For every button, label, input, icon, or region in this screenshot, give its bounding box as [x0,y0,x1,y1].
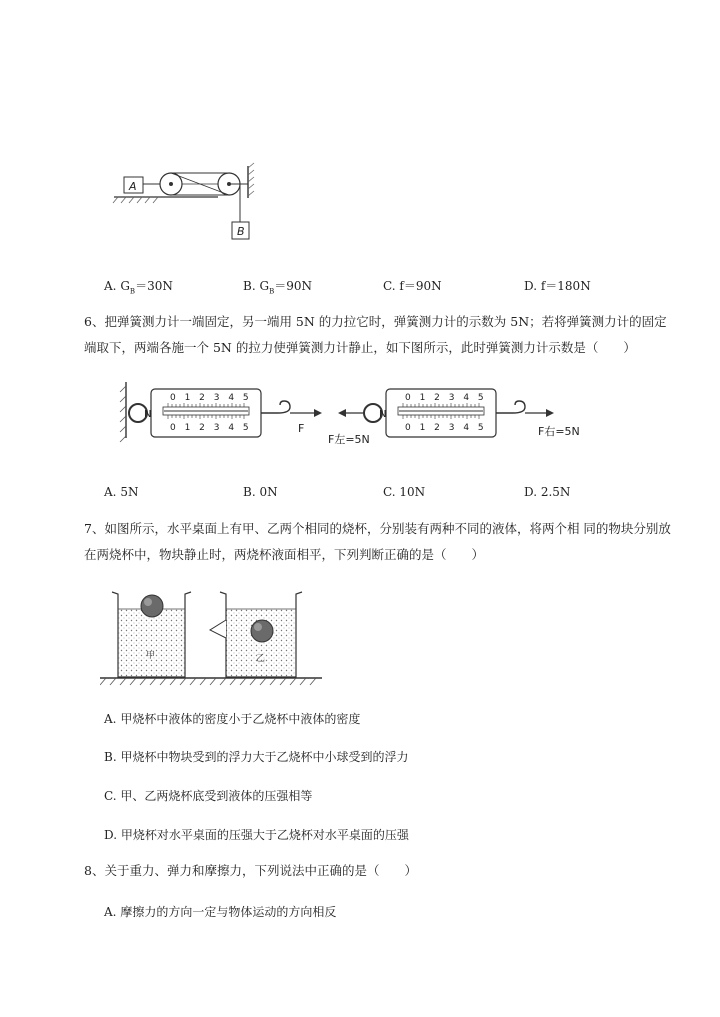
q7-stem: 7、如图所示，水平桌面上有甲、乙两个相同的烧杯，分别装有两种不同的液体，将两个相 同的物块分别放在两烧杯中，物块静止时，两烧杯液面相平，下列判断正确的是（ ） [84,521,671,562]
q7-option-d[interactable]: D. 甲烧杯对水平桌面的压强大于乙烧杯对水平桌面的压强 [104,828,409,842]
beaker-jia-label: 甲 [146,651,156,661]
block-a-label: A [129,180,137,193]
left-force-label: F左=5N [328,433,370,446]
block-b-label: B [237,225,245,238]
n-label-right: N [379,409,387,420]
force-label: F [298,422,305,435]
pulley-figure [108,160,268,245]
q7-option-b[interactable]: B. 甲烧杯中物块受到的浮力大于乙烧杯中小球受到的浮力 [104,750,409,764]
q8-stem: 8、关于重力、弹力和摩擦力，下列说法中正确的是（ ） [84,863,417,878]
q5-option-d[interactable]: D. f＝180N [524,279,591,293]
q5-option-a[interactable]: A. $G_B=30N$ [104,279,173,296]
q6-option-b[interactable]: B. 0N [243,485,278,499]
q8-option-a[interactable]: A. 摩擦力的方向一定与物体运动的方向相反 [104,905,337,919]
svg-text:0 1 2 3 4 5: 0 1 2 3 4 5 [405,393,487,403]
q6-option-a[interactable]: A. 5N [104,485,139,499]
q7-option-a[interactable]: A. 甲烧杯中液体的密度小于乙烧杯中液体的密度 [104,712,361,726]
n-label-left: N [144,409,152,420]
block-in-yi [251,620,273,642]
svg-text:0 1 2 3 4 5: 0 1 2 3 4 5 [405,423,487,433]
beakers-figure [100,584,325,690]
svg-text:0 1 2 3 4 5: 0 1 2 3 4 5 [170,423,252,433]
right-force-label: F右=5N [538,425,580,438]
svg-text:0 1 2 3 4 5: 0 1 2 3 4 5 [170,393,252,403]
q6-option-d[interactable]: D. 2.5N [524,485,571,499]
q6-option-c[interactable]: C. 10N [383,485,426,499]
q5-option-b[interactable]: B. $G_B=90N$ [243,279,312,296]
beaker-yi-label: 乙 [256,654,266,664]
q6-stem: 6、把弹簧测力计一端固定，另一端用 5N 的力拉它时，弹簧测力计的示数为 5N；若将弹簧测力计的固定端取下，两端各施一个 5N 的拉力使弹簧测力计静止，如下图所示，此时弹簧测力计示数是（ ） [84,314,667,355]
block-in-jia [141,595,163,617]
spring-scale-figure [118,380,598,450]
q7-option-c[interactable]: C. 甲、乙两烧杯底受到液体的压强相等 [104,789,313,803]
q5-option-c[interactable]: C. f＝90N [383,279,442,293]
